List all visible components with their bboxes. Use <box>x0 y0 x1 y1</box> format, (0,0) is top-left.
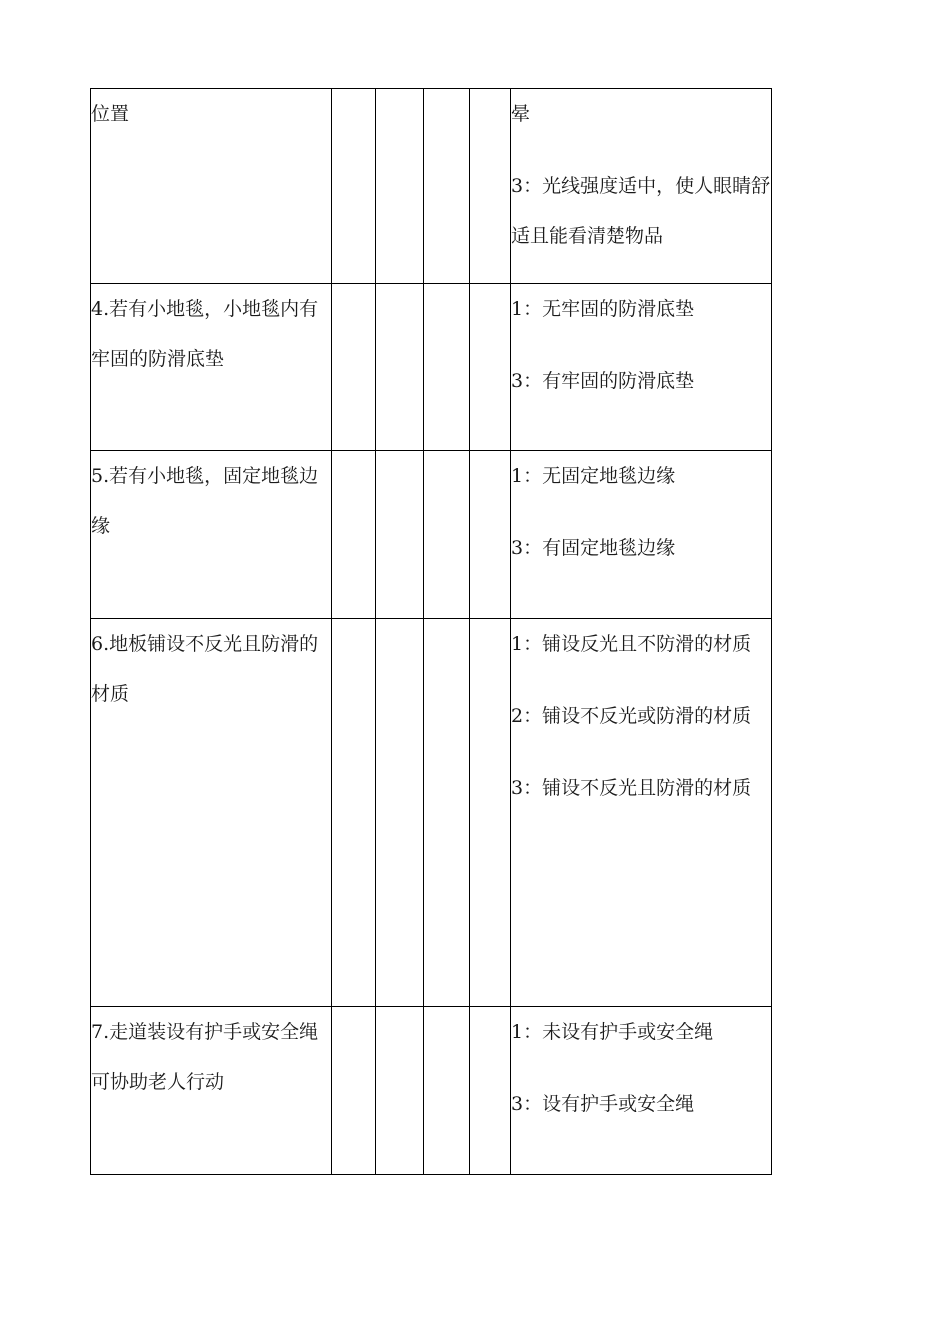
score-cell <box>376 451 424 619</box>
score-cell <box>424 451 470 619</box>
item-text: 6.地板铺设不反光且防滑的材质 <box>91 633 319 705</box>
criteria-cell <box>511 284 772 451</box>
criteria-text: 晕 <box>511 103 531 125</box>
criteria-cell <box>511 451 772 619</box>
table-row <box>91 284 772 451</box>
score-cell <box>424 89 470 284</box>
criteria-text: 1：无牢固的防滑底垫 <box>511 298 695 320</box>
criteria-text: 1：无固定地毯边缘 <box>511 465 676 487</box>
table-row <box>91 619 772 1007</box>
score-cell <box>424 284 470 451</box>
score-cell <box>332 284 376 451</box>
criteria-cell <box>511 89 772 284</box>
score-cell <box>470 1007 511 1175</box>
criteria-cell <box>511 619 772 1007</box>
item-cell <box>91 89 332 284</box>
score-cell <box>376 1007 424 1175</box>
item-text: 5.若有小地毯，固定地毯边缘 <box>91 465 319 537</box>
score-cell <box>332 1007 376 1175</box>
table-row <box>91 451 772 619</box>
criteria-text: 3：有固定地毯边缘 <box>511 537 676 559</box>
item-cell <box>91 619 332 1007</box>
score-cell <box>470 619 511 1007</box>
score-cell <box>376 284 424 451</box>
item-cell <box>91 451 332 619</box>
score-cell <box>470 89 511 284</box>
criteria-text: 3：铺设不反光且防滑的材质 <box>511 777 752 799</box>
score-cell <box>332 619 376 1007</box>
table-row <box>91 1007 772 1175</box>
score-cell <box>470 451 511 619</box>
score-cell <box>332 451 376 619</box>
item-text: 位置 <box>91 103 130 125</box>
criteria-text: 2：铺设不反光或防滑的材质 <box>511 705 752 727</box>
criteria-text: 3：光线强度适中，使人眼睛舒适且能看清楚物品 <box>511 175 771 247</box>
score-cell <box>376 619 424 1007</box>
criteria-cell <box>511 1007 772 1175</box>
criteria-text: 1：未设有护手或安全绳 <box>511 1021 714 1043</box>
item-cell <box>91 1007 332 1175</box>
assessment-table <box>90 88 772 1175</box>
item-cell <box>91 284 332 451</box>
criteria-text: 1：铺设反光且不防滑的材质 <box>511 633 752 655</box>
table-row <box>91 89 772 284</box>
criteria-text: 3：有牢固的防滑底垫 <box>511 370 695 392</box>
item-text: 7.走道装设有护手或安全绳可协助老人行动 <box>91 1021 319 1093</box>
item-text: 4.若有小地毯，小地毯内有牢固的防滑底垫 <box>91 298 319 370</box>
criteria-text: 3：设有护手或安全绳 <box>511 1093 695 1115</box>
score-cell <box>424 619 470 1007</box>
score-cell <box>332 89 376 284</box>
score-cell <box>376 89 424 284</box>
score-cell <box>470 284 511 451</box>
score-cell <box>424 1007 470 1175</box>
